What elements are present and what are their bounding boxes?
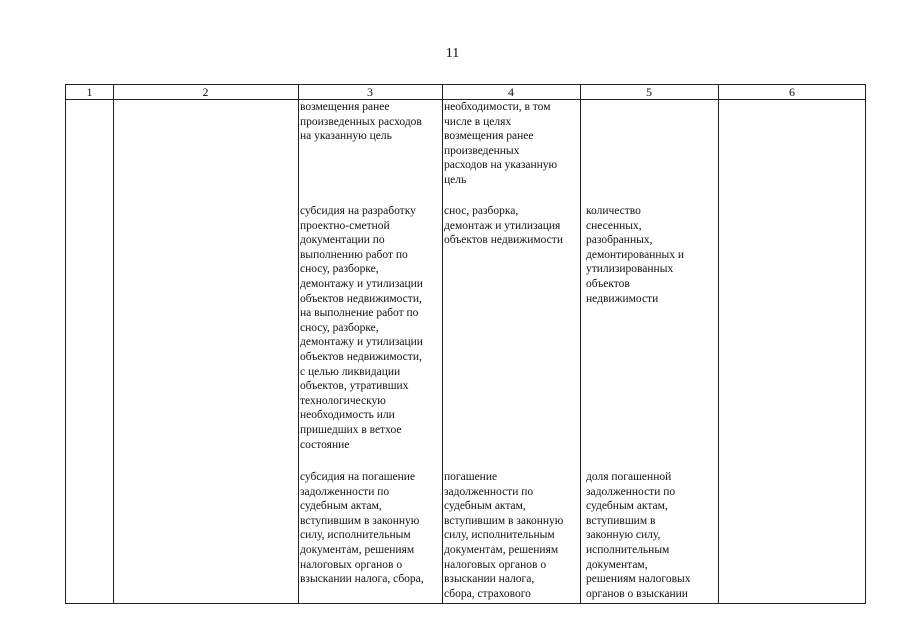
page-number: 11 <box>445 46 460 61</box>
text-line: погашение <box>444 471 498 483</box>
text-line: судебным актам, <box>444 500 526 513</box>
text-line: количество <box>586 205 641 217</box>
column-divider <box>718 85 719 603</box>
column-header-5: 5 <box>646 85 652 99</box>
row-0-col-3 <box>300 100 422 144</box>
text-line: взыскании налога, сбора, <box>300 573 424 586</box>
text-line: налоговых органов о <box>300 558 403 571</box>
text-line: объектов недвижимости, <box>300 350 422 363</box>
text-line: решениям налоговых <box>586 573 691 586</box>
text-line: вступившим в <box>586 514 656 527</box>
text-line: необходимости, в том <box>444 101 551 113</box>
text-line: субсидия на разработку <box>300 205 416 217</box>
text-line: демонтированных и <box>586 248 685 261</box>
data-table <box>65 84 866 604</box>
column-header-3: 3 <box>367 85 373 99</box>
text-line: субсидия на погашение <box>300 471 416 483</box>
text-line: задолженности по <box>444 485 534 498</box>
text-line: утилизированных <box>586 263 674 276</box>
text-line: демонтажу и утилизации <box>300 277 423 290</box>
text-line: демонтажу и утилизации <box>300 336 423 349</box>
text-line: объектов <box>586 277 630 290</box>
text-line: произведенных <box>444 144 520 157</box>
column-header-6: 6 <box>789 85 795 99</box>
text-line: снос, разборка, <box>444 205 519 217</box>
text-line: судебным актам, <box>300 500 382 513</box>
text-line: числе в целях <box>444 115 512 128</box>
text-line: налоговых органов о <box>444 558 547 571</box>
text-line: выполнению работ по <box>300 248 408 261</box>
text-line: расходов на указанную <box>444 159 558 172</box>
row-0-col-4 <box>444 100 557 188</box>
text-line: произведенных расходов <box>300 115 422 128</box>
text-line: пришедших в ветхое <box>300 423 402 436</box>
text-line: доля погашенной <box>586 471 672 483</box>
text-line: органов о взыскании <box>586 587 688 600</box>
row-2-col-3 <box>300 470 424 587</box>
text-line: снесенных, <box>586 219 642 232</box>
text-line: объектов недвижимости <box>444 234 563 247</box>
text-line: сносу, разборке, <box>300 321 379 334</box>
text-line: документам, <box>586 558 648 571</box>
text-line: недвижимости <box>586 292 659 305</box>
column-header-4: 4 <box>508 85 514 99</box>
text-line: состояние <box>300 438 350 451</box>
row-1-col-3 <box>300 204 423 452</box>
text-line: документам, решениям <box>300 543 415 556</box>
text-line: возмещения ранее <box>300 101 390 113</box>
text-line: на указанную цель <box>300 130 392 143</box>
column-divider <box>442 85 443 603</box>
row-1-col-4 <box>444 204 563 248</box>
text-line: на выполнение работ по <box>300 307 419 320</box>
text-line: демонтаж и утилизация <box>444 219 561 232</box>
text-line: объектов недвижимости, <box>300 292 422 305</box>
column-divider <box>580 85 581 603</box>
row-2-col-4 <box>444 470 563 601</box>
column-divider <box>298 85 299 603</box>
text-line: сносу, разборке, <box>300 263 379 276</box>
text-line: силу, исполнительным <box>444 529 555 542</box>
text-line: силу, исполнительным <box>300 529 411 542</box>
text-line: документам, решениям <box>444 543 559 556</box>
text-line: вступившим в законную <box>300 514 420 527</box>
text-line: технологическую <box>300 394 386 407</box>
text-line: законную силу, <box>586 529 661 542</box>
row-2-col-5 <box>586 470 691 601</box>
text-line: сбора, страхового <box>444 587 531 600</box>
row-1-col-5 <box>586 204 684 306</box>
text-line: объектов, утративших <box>300 380 409 393</box>
text-line: документации по <box>300 234 385 247</box>
text-line: необходимость или <box>300 409 395 422</box>
text-line: взыскании налога, <box>444 573 535 586</box>
text-line: задолженности по <box>586 485 676 498</box>
text-line: цель <box>444 173 467 186</box>
text-line: с целью ликвидации <box>300 365 401 378</box>
column-divider <box>113 85 114 603</box>
text-line: исполнительным <box>586 543 670 556</box>
text-line: проектно-сметной <box>300 219 390 232</box>
text-line: судебным актам, <box>586 500 668 513</box>
column-header-2: 2 <box>202 85 209 99</box>
text-line: задолженности по <box>300 485 390 498</box>
text-line: вступившим в законную <box>444 514 564 527</box>
text-line: возмещения ранее <box>444 130 534 143</box>
text-line: разобранных, <box>586 234 653 247</box>
column-header-1: 1 <box>86 85 93 99</box>
